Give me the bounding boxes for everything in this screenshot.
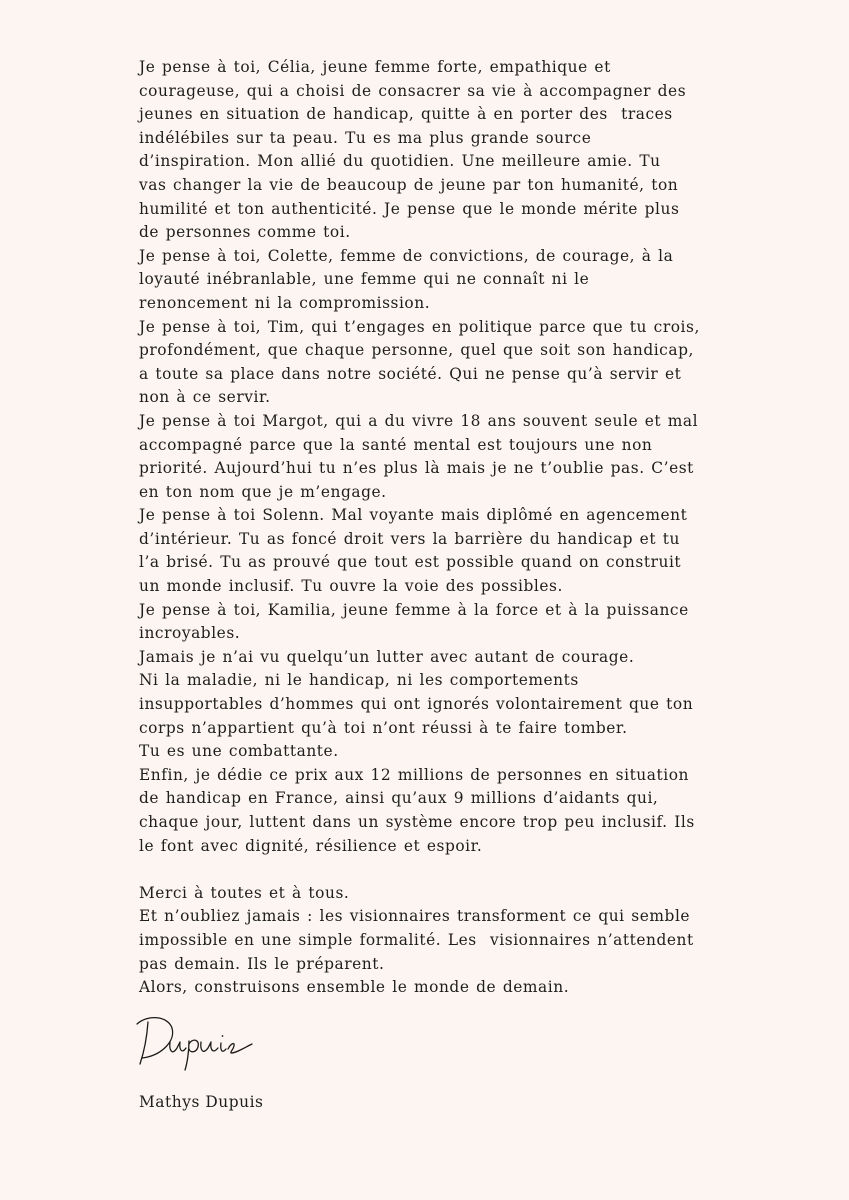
text-line: humilité et ton authenticité. Je pense que le monde mérite plus [139, 199, 680, 218]
letter-body [139, 56, 719, 1000]
letter-paragraphs [139, 56, 719, 858]
text-line: un monde inclusif. Tu ouvre la voie des possibles. [139, 577, 563, 596]
text-line: profondément, que chaque personne, quel que soit son handicap, [139, 341, 694, 360]
closing-line: Et n’oubliez jamais : les visionnaires transforment ce qui semble [139, 907, 691, 926]
handwritten-signature [134, 1008, 274, 1072]
text-line: Je pense à toi, Kamilia, jeune femme à la force et à la puissance [139, 600, 689, 619]
text-line: chaque jour, luttent dans un système encore trop peu inclusif. Ils [139, 813, 695, 831]
text-line: courageuse, qui a choisi de consacrer sa vie à accompagner des [139, 81, 687, 100]
letter-paragraph [139, 599, 719, 764]
signer-name: Mathys Dupuis [139, 1093, 264, 1111]
text-line: Je pense à toi Solenn. Mal voyante mais diplômé en agencement [139, 506, 688, 525]
closing-line: Merci à toutes et à tous. [139, 883, 350, 902]
paragraph-gap [139, 858, 719, 882]
text-line: Je pense à toi Margot, qui a du vivre 18 ans souvent seule et mal [139, 411, 699, 430]
text-line: en ton nom que je m’engage. [139, 482, 387, 501]
text-line: priorité. Aujourd’hui tu n’es plus là mais je ne t’oublie pas. C’est [139, 459, 694, 478]
text-line: a toute sa place dans notre société. Qui ne pense qu’à servir et [139, 364, 682, 383]
closing-line: pas demain. Ils le préparent. [139, 954, 385, 973]
text-line: Ni la maladie, ni le handicap, ni les comportements [139, 671, 579, 690]
letter-paragraph [139, 316, 719, 410]
text-line: vas changer la vie de beaucoup de jeune par ton humanité, ton [139, 175, 679, 194]
text-line: l’a brisé. Tu as prouvé que tout est possible quand on construit [139, 553, 682, 572]
text-line: Je pense à toi, Tim, qui t’engages en politique parce que tu crois, [139, 317, 700, 336]
letter-paragraph [139, 245, 719, 316]
text-line: insupportables d’hommes qui ont ignorés volontairement que ton [139, 695, 694, 714]
closing-line: impossible en une simple formalité. Les visionnaires n’attendent [139, 930, 694, 949]
text-line: Enfin, je dédie ce prix aux 12 millions de personnes en situation [139, 765, 689, 784]
letter-closing [139, 882, 719, 1000]
text-line: indélébiles sur ta peau. Tu es ma plus grande source [139, 128, 592, 147]
text-line: de personnes comme toi. [139, 223, 351, 242]
text-line: jeunes en situation de handicap, quitte à en porter des traces [139, 105, 673, 124]
letter-paragraph [139, 410, 719, 504]
text-line: Je pense à toi, Célia, jeune femme forte, empathique et [139, 58, 611, 76]
letter-paragraph [139, 504, 719, 598]
letter-paragraph [139, 764, 719, 858]
text-line: loyauté inébranlable, une femme qui ne connaît ni le [139, 270, 590, 289]
text-line: accompagné parce que la santé mental est toujours une non [139, 435, 653, 454]
letter-paragraph [139, 56, 719, 245]
text-line: non à ce servir. [139, 388, 271, 407]
text-line: d’inspiration. Mon allié du quotidien. Une meilleure amie. Tu [139, 152, 661, 171]
text-line: Je pense à toi, Colette, femme de convictions, de courage, à la [139, 246, 674, 265]
closing-line: Alors, construisons ensemble le monde de demain. [139, 978, 570, 997]
text-line: renoncement ni la compromission. [139, 293, 431, 312]
text-line: Tu es une combattante. [139, 742, 339, 761]
text-line: Jamais je n’ai vu quelqu’un lutter avec autant de courage. [139, 647, 635, 666]
text-line: d’intérieur. Tu as foncé droit vers la barrière du handicap et tu [139, 529, 680, 548]
text-line: corps n’appartient qu’à toi n’ont réussi à te faire tomber. [139, 718, 628, 737]
signature-icon [134, 1008, 274, 1072]
text-line: incroyables. [139, 624, 241, 643]
text-line: de handicap en France, ainsi qu’aux 9 millions d’aidants qui, [139, 789, 659, 808]
text-line: le font avec dignité, résilience et espoir. [139, 836, 483, 855]
